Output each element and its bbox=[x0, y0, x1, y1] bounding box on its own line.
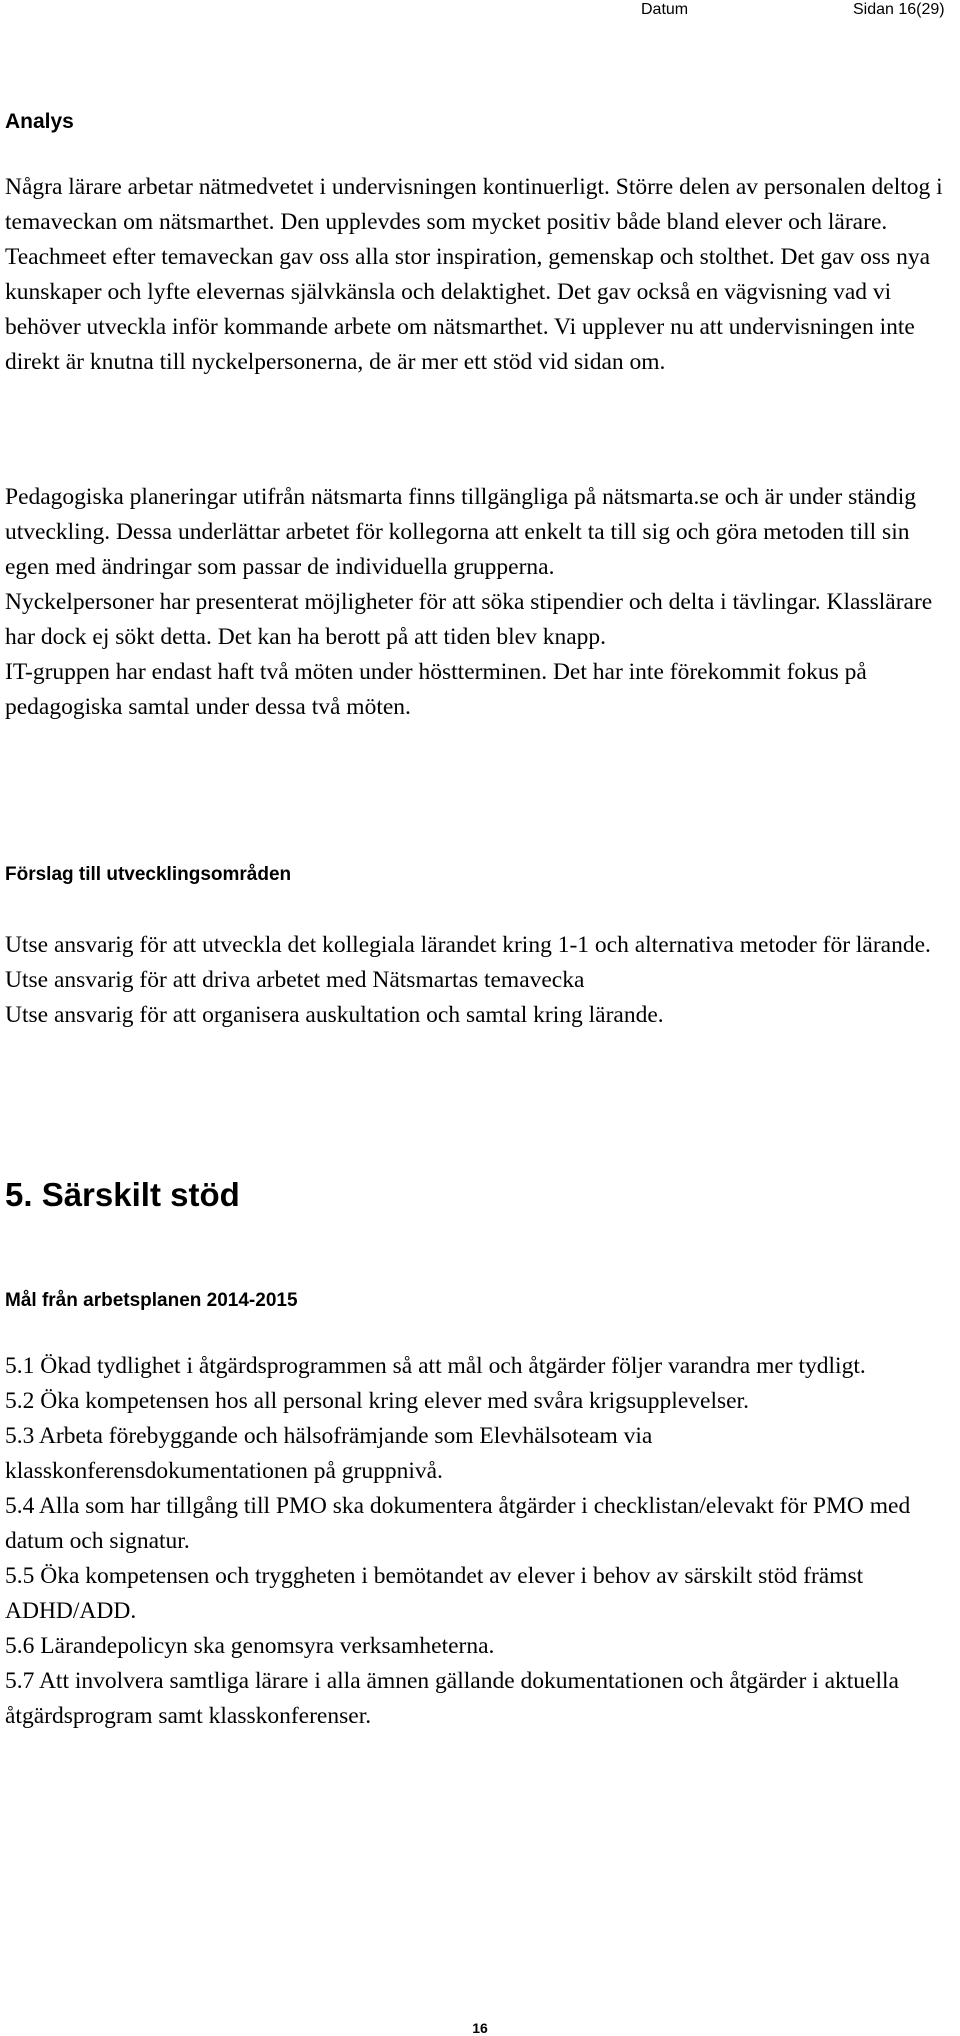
analys-text-2 bbox=[5, 480, 945, 725]
analys-text-1 bbox=[5, 170, 945, 380]
goals-subheading: Mål från arbetsplanen 2014-2015 bbox=[5, 1290, 298, 1311]
analys-paragraph-4: IT-gruppen har endast haft två möten under höstterminen. Det har inte förekommit fokus på pedagogiska samtal under dessa två möten. bbox=[5, 659, 867, 720]
header-page-label: Sidan 16(29) bbox=[853, 1, 945, 18]
page-number: 16 bbox=[472, 2020, 488, 2036]
header-date-label: Datum bbox=[641, 1, 689, 18]
goals-list bbox=[5, 1349, 945, 1734]
goal-item: 5.5 Öka kompetensen och tryggheten i bemötandet av elever i behov av särskilt stöd främst ADHD/ADD. bbox=[5, 1563, 864, 1624]
page-header bbox=[0, 0, 960, 22]
analys-paragraph-3: Nyckelpersoner har presenterat möjligheter för att söka stipendier och delta i tävlingar. Klasslärare har dock ej sökt detta. Det kan ha berott på att tiden blev knapp. bbox=[5, 589, 933, 650]
goal-item: 5.3 Arbeta förebyggande och hälsofrämjande som Elevhälsoteam via klasskonferensdokumentationen på gruppnivå. bbox=[5, 1423, 653, 1484]
goal-item: 5.4 Alla som har tillgång till PMO ska dokumentera åtgärder i checklistan/elevakt för PMO med datum och signatur. bbox=[5, 1493, 911, 1554]
forslag-heading: Förslag till utvecklingsområden bbox=[5, 864, 292, 885]
goal-item: 5.7 Att involvera samtliga lärare i alla ämnen gällande dokumentationen och åtgärder i aktuella åtgärdsprogram samt klasskonferenser. bbox=[5, 1668, 899, 1729]
forslag-list bbox=[5, 928, 945, 1033]
analys-paragraph-2: Pedagogiska planeringar utifrån nätsmarta finns tillgängliga på nätsmarta.se och är under ständig utveckling. Dessa underlättar arbetet för kollegorna att enkelt ta till sig och göra metoden till sin egen med ändringar som passar de individuella grupperna. bbox=[5, 484, 916, 580]
section-heading-sarskilt-stod: 5. Särskilt stöd bbox=[5, 1176, 240, 1213]
analys-heading: Analys bbox=[5, 110, 74, 133]
goal-item: 5.6 Lärandepolicyn ska genomsyra verksamheterna. bbox=[5, 1633, 495, 1659]
forslag-item: Utse ansvarig för att driva arbetet med Nätsmartas temavecka bbox=[5, 967, 585, 993]
goal-item: 5.1 Ökad tydlighet i åtgärdsprogrammen så att mål och åtgärder följer varandra mer tydligt. bbox=[5, 1353, 866, 1379]
goal-item: 5.2 Öka kompetensen hos all personal kring elever med svåra krigsupplevelser. bbox=[5, 1388, 749, 1414]
analys-paragraph-1: Några lärare arbetar nätmedvetet i undervisningen kontinuerligt. Större delen av personalen deltog i temaveckan om nätsmarthet. Den upplevdes som mycket positiv både bland elever och lärare. Teachmeet efter temaveckan gav oss alla stor inspiration, gemenskap och stolthet. Det gav oss nya kunskaper och lyfte elevernas självkänsla och delaktighet. Det gav också en vägvisning vad vi behöver utveckla inför kommande arbete om nätsmarthet. Vi upplever nu att undervisningen inte direkt är knutna till nyckelpersonerna, de är mer ett stöd vid sidan om. bbox=[5, 174, 943, 375]
forslag-item: Utse ansvarig för att utveckla det kollegiala lärandet kring 1-1 och alternativa metoder för lärande. bbox=[5, 932, 931, 958]
forslag-item: Utse ansvarig för att organisera auskultation och samtal kring lärande. bbox=[5, 1002, 664, 1028]
